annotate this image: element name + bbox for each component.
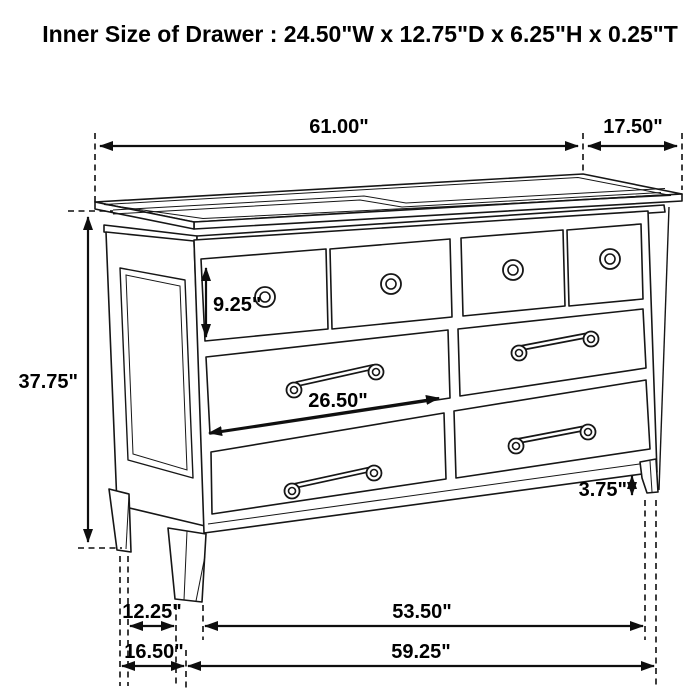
dim-base-depth-label: 16.50" bbox=[124, 641, 184, 663]
left-side-panel bbox=[104, 225, 205, 526]
dim-between-legs-width-label: 53.50" bbox=[392, 601, 452, 623]
knob-4 bbox=[600, 249, 620, 269]
dim-base-depth bbox=[122, 641, 184, 666]
knob-3 bbox=[503, 260, 523, 280]
dim-drawer-width-label: 26.50" bbox=[308, 390, 368, 412]
dim-base-width-label: 59.25" bbox=[391, 641, 451, 663]
dim-top-drawer-height-label: 9.25" bbox=[213, 294, 262, 316]
dim-top-depth-label: 17.50" bbox=[603, 116, 663, 138]
dim-top-width-label: 61.00" bbox=[309, 116, 369, 138]
dim-leg-height-label: 3.75" bbox=[578, 479, 627, 501]
dim-leg-spacing-depth bbox=[122, 601, 182, 626]
page-title: Inner Size of Drawer : 24.50"W x 12.75"D x 6.25"H x 0.25"T bbox=[42, 21, 678, 47]
knob-2 bbox=[381, 274, 401, 294]
dim-overall-height-label: 37.75" bbox=[18, 371, 78, 393]
dim-leg-height bbox=[579, 476, 632, 501]
dim-leg-spacing-depth-label: 12.25" bbox=[122, 601, 182, 623]
